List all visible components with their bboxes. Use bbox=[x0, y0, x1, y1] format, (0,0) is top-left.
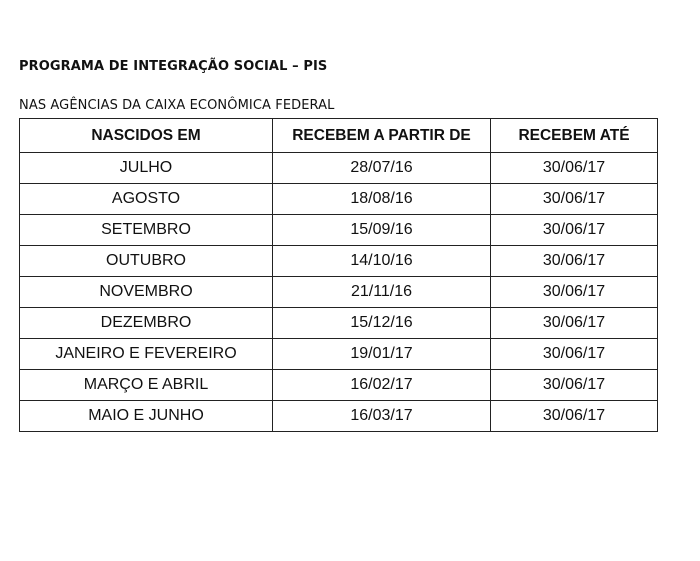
table-row bbox=[20, 215, 658, 246]
table-row bbox=[20, 370, 658, 401]
table-row bbox=[20, 401, 658, 432]
end-date-cell: 30/06/17 bbox=[491, 308, 658, 339]
header-nascidos-em: NASCIDOS EM bbox=[20, 119, 273, 153]
birth-month-cell: OUTUBRO bbox=[20, 246, 273, 277]
start-date-cell: 18/08/16 bbox=[273, 184, 491, 215]
table-row bbox=[20, 246, 658, 277]
table-header-row bbox=[20, 119, 658, 153]
table-row bbox=[20, 277, 658, 308]
end-date-cell: 30/06/17 bbox=[491, 246, 658, 277]
payment-schedule-table bbox=[19, 118, 658, 432]
document-title: PROGRAMA DE INTEGRAÇÃO SOCIAL – PIS bbox=[19, 59, 328, 74]
header-recebem-a-partir-de: RECEBEM A PARTIR DE bbox=[273, 119, 491, 153]
table-row bbox=[20, 153, 658, 184]
end-date-cell: 30/06/17 bbox=[491, 153, 658, 184]
start-date-cell: 15/09/16 bbox=[273, 215, 491, 246]
start-date-cell: 14/10/16 bbox=[273, 246, 491, 277]
start-date-cell: 21/11/16 bbox=[273, 277, 491, 308]
end-date-cell: 30/06/17 bbox=[491, 339, 658, 370]
table-row bbox=[20, 308, 658, 339]
table-row bbox=[20, 339, 658, 370]
end-date-cell: 30/06/17 bbox=[491, 184, 658, 215]
birth-month-cell: NOVEMBRO bbox=[20, 277, 273, 308]
birth-month-cell: MAIO E JUNHO bbox=[20, 401, 273, 432]
end-date-cell: 30/06/17 bbox=[491, 215, 658, 246]
table-row bbox=[20, 184, 658, 215]
end-date-cell: 30/06/17 bbox=[491, 370, 658, 401]
document-subtitle: NAS AGÊNCIAS DA CAIXA ECONÔMICA FEDERAL bbox=[19, 98, 335, 113]
start-date-cell: 19/01/17 bbox=[273, 339, 491, 370]
birth-month-cell: DEZEMBRO bbox=[20, 308, 273, 339]
start-date-cell: 28/07/16 bbox=[273, 153, 491, 184]
header-recebem-ate: RECEBEM ATÉ bbox=[491, 119, 658, 153]
birth-month-cell: JULHO bbox=[20, 153, 273, 184]
end-date-cell: 30/06/17 bbox=[491, 401, 658, 432]
end-date-cell: 30/06/17 bbox=[491, 277, 658, 308]
birth-month-cell: AGOSTO bbox=[20, 184, 273, 215]
birth-month-cell: MARÇO E ABRIL bbox=[20, 370, 273, 401]
birth-month-cell: JANEIRO E FEVEREIRO bbox=[20, 339, 273, 370]
start-date-cell: 15/12/16 bbox=[273, 308, 491, 339]
start-date-cell: 16/02/17 bbox=[273, 370, 491, 401]
birth-month-cell: SETEMBRO bbox=[20, 215, 273, 246]
start-date-cell: 16/03/17 bbox=[273, 401, 491, 432]
